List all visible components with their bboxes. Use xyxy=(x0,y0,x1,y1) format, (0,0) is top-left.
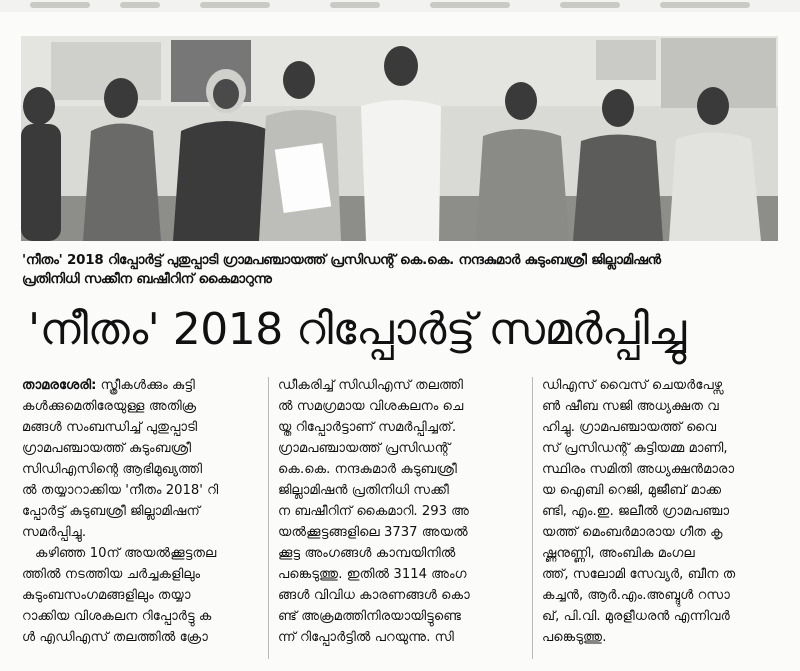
photo-caption xyxy=(22,251,782,289)
column-line: ൺ ഷീബ സജി അധ്യക്ഷത വ xyxy=(542,399,719,414)
article-column-3 xyxy=(542,375,786,648)
column-line: ത്തിൽ നടത്തിയ ചർച്ചകളിലും xyxy=(22,567,201,582)
column-line: ത്ത്, സലോമി സേവ്യർ, ബീന ത xyxy=(542,567,736,582)
column-line: പ്പോർട്ട് കുടുബശ്രീ ജില്ലാമിഷന് xyxy=(22,504,200,519)
column-line: ഖ്, പി.വി. മുരളീധരൻ എന്നിവർ xyxy=(542,609,730,624)
column-line: യത്ത് മെംബർമാരായ ഗീത കൃ xyxy=(542,525,723,540)
column-divider xyxy=(532,377,533,659)
column-line: ൾ എഡിഎസ് തലത്തിൽ ക്രോ xyxy=(22,630,208,645)
column-line: ക്കൂട്ട അംഗങ്ങൾ കാമ്പയിനിൽ xyxy=(278,546,456,561)
column-line: കഴിഞ്ഞ 10ന് അയൽക്കൂട്ടതല xyxy=(35,546,217,561)
column-line: ഷ്ണനുണ്ണി, അംബിക മംഗല xyxy=(542,546,695,561)
column-line: ഗ്രാമപഞ്ചായത്ത് കുടുംബശ്രീ xyxy=(22,441,192,456)
column-line: ന ബഷീറിന് കൈമാറി. 293 ‌അ xyxy=(278,504,470,519)
article-column-2 xyxy=(278,375,524,648)
column-line: ജില്ലാമിഷൻ പ്രതിനിധി സക്കീ xyxy=(278,483,449,498)
dateline: താമരശേരി: xyxy=(22,378,97,393)
column-line: ഗ്രാമപഞ്ചായത്ത് പ്രസിഡന്റ് xyxy=(278,441,451,456)
column-line: പങ്കെടുത്തു. ഇതിൽ 3114 അംഗ xyxy=(278,567,467,582)
column-line: സമർപ്പിച്ചു. xyxy=(22,525,87,540)
column-line: സിഡിഎസിന്റെ ആഭിമുഖ്യത്തി xyxy=(22,462,203,477)
article-column-1 xyxy=(22,375,260,648)
previous-article-strip xyxy=(0,0,800,12)
column-line: പങ്കെടുത്തു. xyxy=(542,630,607,645)
column-line: ഡീകരിച്ച് സിഡിഎസ് തലത്തി xyxy=(278,378,464,393)
caption-line-2: പ്രതിനിധി സക്കീന ബഷീറിന് കൈമാറുന്നു xyxy=(22,272,272,287)
column-line: ന്ന് റിപ്പോർട്ടിൽ പറയുന്നു. സി xyxy=(278,630,454,645)
column-line: കച്ചൻ, ആർ.എം.അബ്ദുൾ റസാ xyxy=(542,588,730,603)
column-line: കുടുംബസംഗമങ്ങളിലും തയ്യാ xyxy=(22,588,191,603)
column-line: ൽ സമഗ്രമായ വിശകലനം ചെ xyxy=(278,399,464,414)
group-photo-illustration xyxy=(21,36,778,241)
column-line: സ്ഥിരം സമിതി അധ്യക്ഷൻമാരാ xyxy=(542,462,735,477)
column-divider xyxy=(268,377,269,659)
column-line: ഡിഎസ് വൈസ് ചെയർപേഴ്സ xyxy=(542,378,723,393)
headline: 'നീതം' 2018 റിപ്പോർട്ട് സമർപ്പിച്ചു xyxy=(28,304,686,355)
caption-line-1: 'നീതം' 2018 റിപ്പോർട്ട് പുതുപ്പാടി ഗ്രാമപഞ്ചായത്ത് പ്രസിഡന്റ് കെ.കെ. നന്ദകുമാർ കുടുംബശ്രീ ജില്ലാമിഷൻ xyxy=(22,253,661,268)
column-line: യ ഐബി റെജി, മുജീബ് മാക്ക xyxy=(542,483,722,498)
column-line: സ് പ്രസിഡന്റ് കുട്ടിയമ്മ മാണി, xyxy=(542,441,728,456)
news-photo xyxy=(21,36,778,241)
column-line: ണ്ട് അക്രമത്തിനിരയായിട്ടുണ്ടെ xyxy=(278,609,462,624)
column-line: കൾക്കുമെതിരേയുള്ള അതിക്ര xyxy=(22,399,197,414)
column-line: മങ്ങൾ സംബന്ധിച്ച് പുതുപ്പാടി xyxy=(22,420,198,435)
column-line: കെ.കെ. നന്ദകുമാർ കുടുബശ്രീ xyxy=(278,462,457,477)
column-line: യൽക്കൂട്ടങ്ങളിലെ 3737 അയൽ xyxy=(278,525,468,540)
column-line: റാക്കിയ വിശകലന റിപ്പോർട്ടു ക xyxy=(22,609,212,624)
column-line: യ്ത റിപ്പോർട്ടാണ് സമർപ്പിച്ചത്. xyxy=(278,420,457,435)
column-line: ഹിച്ചു. ഗ്രാമപഞ്ചായത്ത് വൈ xyxy=(542,420,717,435)
column-line: ൽ തയ്യാറാക്കിയ 'നീതം 2018' റി xyxy=(22,483,219,498)
column-line: ണ്ടി, എം.ഇ. ജലീൽ ഗ്രാമപഞ്ചാ xyxy=(542,504,730,519)
column-line: താമരശേരി: സ്ത്രീകൾക്കും കുട്ടി xyxy=(22,378,195,393)
column-line: ങ്ങൾ വിവിധ കാരണങ്ങൾ കൊ xyxy=(278,588,470,603)
